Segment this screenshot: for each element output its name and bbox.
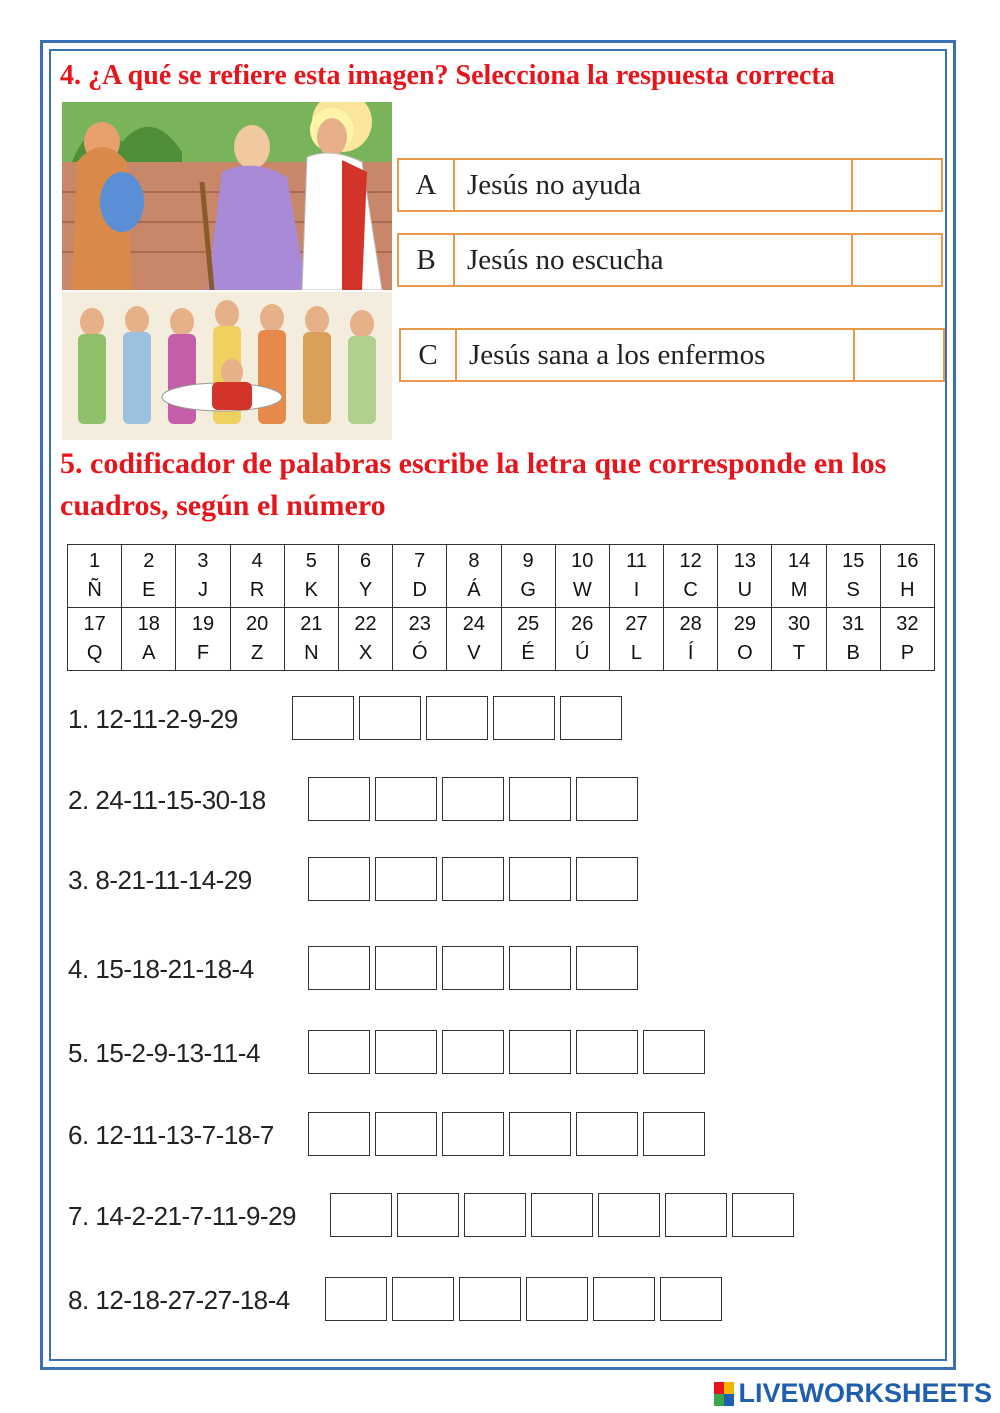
liveworksheets-logo [714, 1378, 992, 1409]
letter-input-box[interactable] [375, 1112, 437, 1156]
code-cell [880, 608, 934, 671]
code-letter: X [358, 642, 373, 664]
code-number: 11 [626, 550, 647, 572]
letter-input-box[interactable] [509, 1112, 571, 1156]
code-number: 4 [251, 550, 263, 572]
code-letter: L [630, 642, 643, 664]
code-letter: O [737, 642, 753, 664]
letter-input-box[interactable] [560, 696, 622, 740]
letter-input-box[interactable] [576, 857, 638, 901]
code-letter: E [142, 579, 156, 601]
letter-input-box[interactable] [375, 946, 437, 990]
code-cell [122, 608, 176, 671]
exercise-row [68, 1277, 290, 1323]
brand-name: LIVEWORKSHEETS [738, 1378, 992, 1408]
exercise-row [68, 1112, 274, 1158]
letter-input-box[interactable] [308, 1112, 370, 1156]
code-letter: Í [687, 642, 694, 664]
letter-input-box[interactable] [732, 1193, 794, 1237]
code-number: 26 [571, 613, 594, 635]
code-number: 20 [246, 613, 269, 635]
code-letter: S [846, 579, 860, 601]
code-number: 22 [354, 613, 377, 635]
code-cell [609, 608, 663, 671]
code-letter: C [683, 579, 698, 601]
code-cell [718, 545, 772, 608]
code-letter: W [572, 579, 592, 601]
code-letter: Y [358, 579, 373, 601]
code-cell [284, 608, 338, 671]
code-number: 23 [408, 613, 431, 635]
illustration-jesus-with-crowd [62, 292, 392, 440]
code-cell [230, 608, 284, 671]
option-text: Jesús no escucha [455, 235, 853, 285]
letter-input-box[interactable] [325, 1277, 387, 1321]
code-letter: P [900, 642, 915, 664]
code-number: 2 [143, 550, 155, 572]
code-number: 5 [305, 550, 317, 572]
exercise-code: 6. 12-11-13-7-18-7 [68, 1119, 274, 1150]
answer-option-b [397, 233, 943, 287]
logo-icon [714, 1382, 734, 1406]
answer-boxes [308, 857, 643, 901]
letter-input-box[interactable] [442, 946, 504, 990]
code-number: 19 [191, 613, 215, 635]
code-number: 1 [89, 550, 101, 572]
letter-input-box[interactable] [509, 946, 571, 990]
code-cell [68, 545, 122, 608]
letter-input-box[interactable] [509, 1030, 571, 1074]
code-number: 13 [733, 550, 756, 572]
code-cell [338, 545, 392, 608]
code-number: 3 [197, 550, 209, 572]
answer-boxes [330, 1193, 799, 1237]
code-cell [718, 608, 772, 671]
letter-input-box[interactable] [531, 1193, 593, 1237]
exercise-code: 8. 12-18-27-27-18-4 [68, 1284, 290, 1315]
option-text: Jesús no ayuda [455, 160, 853, 210]
letter-input-box[interactable] [643, 1112, 705, 1156]
letter-input-box[interactable] [509, 857, 571, 901]
letter-input-box[interactable] [459, 1277, 521, 1321]
exercise-code: 4. 15-18-21-18-4 [68, 953, 254, 984]
letter-input-box[interactable] [576, 1030, 638, 1074]
code-cell [122, 545, 176, 608]
code-cell [826, 545, 880, 608]
exercise-row [68, 1193, 296, 1239]
code-letter: G [520, 579, 536, 601]
code-cell [338, 608, 392, 671]
code-number: 25 [516, 613, 540, 635]
letter-input-box[interactable] [665, 1193, 727, 1237]
code-cell [664, 608, 718, 671]
code-number: 14 [787, 550, 811, 572]
code-number: 6 [359, 550, 372, 572]
letter-input-box[interactable] [397, 1193, 459, 1237]
letter-input-box[interactable] [359, 696, 421, 740]
code-number: 8 [468, 550, 480, 572]
letter-input-box[interactable] [375, 857, 437, 901]
code-letter: Á [467, 579, 481, 601]
letter-input-box[interactable] [330, 1193, 392, 1237]
code-number: 32 [896, 613, 919, 635]
letter-input-box[interactable] [593, 1277, 655, 1321]
code-letter: D [412, 579, 427, 601]
option-letter: C [401, 330, 457, 380]
code-cell [609, 545, 663, 608]
exercise-code: 7. 14-2-21-7-11-9-29 [68, 1200, 296, 1231]
code-cell [447, 608, 501, 671]
exercise-row [68, 777, 266, 823]
exercise-code: 5. 15-2-9-13-11-4 [68, 1037, 260, 1068]
code-number: 10 [571, 550, 594, 572]
code-letter: T [792, 642, 806, 664]
answer-boxes [325, 1277, 727, 1321]
code-number: 18 [137, 613, 160, 635]
letter-input-box[interactable] [292, 696, 354, 740]
code-letter: M [790, 579, 808, 601]
code-letter: R [249, 579, 265, 601]
question-5-title: 5. codificador de palabras escribe la letra que corresponde en los cuadros, según el número [60, 447, 887, 522]
code-number: 27 [625, 613, 648, 635]
code-letter: K [304, 579, 319, 601]
code-number: 24 [462, 613, 486, 635]
code-letter: N [304, 642, 319, 664]
option-letter: B [399, 235, 455, 285]
code-letter: Ñ [87, 579, 102, 601]
code-letter: H [900, 579, 915, 601]
code-number: 7 [414, 550, 426, 572]
code-letter: Z [251, 642, 264, 664]
letter-input-box[interactable] [598, 1193, 660, 1237]
code-letter: Ú [575, 642, 590, 664]
answer-checkbox-c[interactable] [855, 330, 943, 380]
exercise-code: 2. 24-11-15-30-18 [68, 784, 266, 815]
letter-input-box[interactable] [375, 777, 437, 821]
letter-input-box[interactable] [526, 1277, 588, 1321]
exercise-row [68, 857, 252, 903]
code-cell [826, 608, 880, 671]
letter-input-box[interactable] [426, 696, 488, 740]
code-cell [230, 545, 284, 608]
answer-boxes [308, 1112, 710, 1156]
answer-boxes [308, 777, 643, 821]
code-letter: A [142, 642, 156, 664]
exercise-row [68, 696, 238, 742]
letter-input-box[interactable] [576, 777, 638, 821]
exercise-code: 1. 12-11-2-9-29 [68, 703, 238, 734]
letter-input-box[interactable] [660, 1277, 722, 1321]
letter-input-box[interactable] [509, 777, 571, 821]
code-number: 29 [733, 613, 756, 635]
question-4-title: 4. ¿A qué se refiere esta imagen? Selecciona la respuesta correcta [60, 60, 835, 91]
code-number: 28 [679, 613, 702, 635]
letter-input-box[interactable] [308, 1030, 370, 1074]
code-cell [393, 545, 447, 608]
letter-input-box[interactable] [643, 1030, 705, 1074]
code-letter: É [521, 642, 535, 664]
letter-input-box[interactable] [308, 857, 370, 901]
exercise-code: 3. 8-21-11-14-29 [68, 864, 252, 895]
answer-option-c [399, 328, 945, 382]
letter-input-box[interactable] [375, 1030, 437, 1074]
code-cell [664, 545, 718, 608]
answer-boxes [308, 946, 643, 990]
code-cell [772, 608, 826, 671]
code-cell [772, 545, 826, 608]
answer-checkbox-a[interactable] [853, 160, 941, 210]
answer-checkbox-b[interactable] [853, 235, 941, 285]
code-letter: B [846, 642, 860, 664]
code-cell [555, 545, 609, 608]
exercise-row [68, 1030, 260, 1076]
code-number: 12 [679, 550, 702, 572]
code-cell [284, 545, 338, 608]
code-cell [501, 545, 555, 608]
answer-boxes [308, 1030, 710, 1074]
letter-input-box[interactable] [392, 1277, 454, 1321]
letter-input-box[interactable] [308, 777, 370, 821]
letter-input-box[interactable] [576, 1112, 638, 1156]
code-letter: Q [86, 642, 103, 664]
letter-input-box[interactable] [442, 777, 504, 821]
code-letter: U [737, 579, 753, 601]
letter-input-box[interactable] [464, 1193, 526, 1237]
code-number: 30 [787, 613, 811, 635]
answer-option-a [397, 158, 943, 212]
code-number: 9 [522, 550, 534, 572]
code-letter: Ó [411, 642, 428, 664]
option-text: Jesús sana a los enfermos [457, 330, 855, 380]
answer-boxes [292, 696, 627, 740]
code-letter: I [633, 579, 640, 601]
letter-code-table [67, 544, 935, 671]
code-letter: V [467, 642, 481, 664]
code-table-row [68, 608, 935, 671]
code-table-row [68, 545, 935, 608]
letter-input-box[interactable] [442, 1030, 504, 1074]
code-cell [555, 608, 609, 671]
code-cell [176, 608, 230, 671]
code-letter: J [197, 579, 208, 601]
option-letter: A [399, 160, 455, 210]
exercise-row [68, 946, 254, 992]
code-cell [880, 545, 934, 608]
code-cell [176, 545, 230, 608]
code-number: 21 [300, 613, 323, 635]
code-cell [501, 608, 555, 671]
code-cell [447, 545, 501, 608]
letter-input-box[interactable] [442, 857, 504, 901]
code-number: 17 [83, 613, 106, 635]
code-letter: F [196, 642, 210, 664]
code-cell [393, 608, 447, 671]
code-number: 15 [842, 550, 865, 572]
letter-input-box[interactable] [493, 696, 555, 740]
illustration-jesus-healing-blind [62, 102, 392, 290]
code-cell [68, 608, 122, 671]
letter-input-box[interactable] [576, 946, 638, 990]
letter-input-box[interactable] [442, 1112, 504, 1156]
code-number: 31 [842, 613, 865, 635]
code-number: 16 [896, 550, 919, 572]
letter-input-box[interactable] [308, 946, 370, 990]
